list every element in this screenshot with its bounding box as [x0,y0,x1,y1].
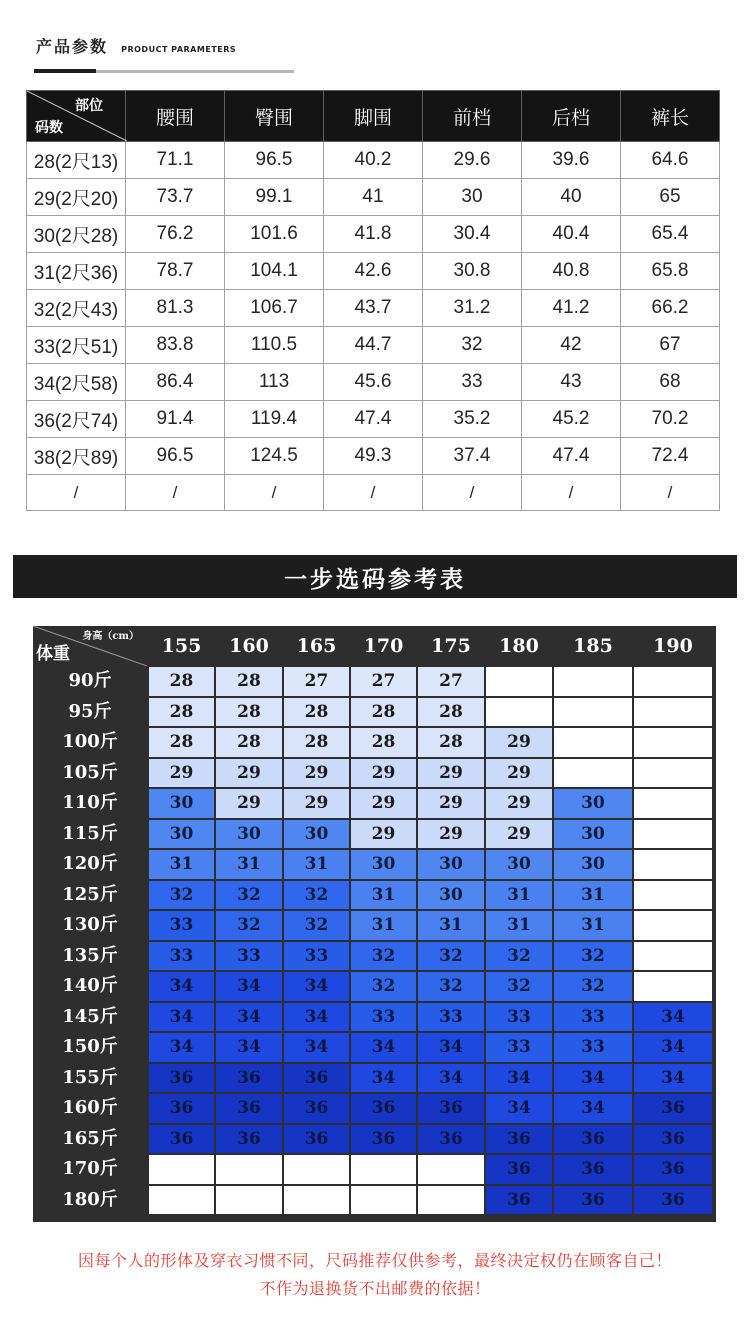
measurement-cell: 70.2 [621,401,720,438]
weight-row-label: 155斤 [62,1066,118,1088]
empty-size-cell [634,850,712,879]
empty-size-cell [284,1186,349,1215]
size-label-cell: 31(2尺36) [27,253,126,290]
recommended-size-cell: 36 [486,1186,552,1215]
chart-corner-cell [33,626,147,666]
col-header-back-rise: 后档 [522,91,621,142]
recommended-size-cell: 31 [351,911,416,940]
recommended-size-cell: 27 [418,667,484,696]
col-header-hip: 臀围 [225,91,324,142]
measurement-cell: 71.1 [126,142,225,179]
measurement-cell: 86.4 [126,364,225,401]
measurement-cell: 67 [621,327,720,364]
recommended-size-cell: 36 [149,1125,214,1154]
measurement-cell: 65.4 [621,216,720,253]
empty-size-cell [554,728,632,757]
recommended-size-cell: 28 [284,728,349,757]
recommended-size-cell: 31 [554,911,632,940]
weight-row-label: 100斤 [62,731,118,752]
recommended-size-cell: 28 [351,728,416,757]
recommended-size-cell: 29 [486,789,552,818]
height-header-cell: 180 [499,635,539,657]
recommended-size-cell: 34 [216,972,282,1001]
measurement-cell: 68 [621,364,720,401]
banner-title: 一步选码参考表 [284,567,466,593]
recommended-size-cell: 28 [418,728,484,757]
recommended-size-cell: 28 [216,698,282,727]
empty-size-cell [284,1155,349,1184]
measurement-cell: 45.6 [324,364,423,401]
recommended-size-cell: 36 [216,1094,282,1123]
measurement-cell: 106.7 [225,290,324,327]
measurement-cell: 40.4 [522,216,621,253]
measurement-cell: 42.6 [324,253,423,290]
empty-size-cell [554,667,632,696]
params-row [27,253,720,290]
weight-row-label: 120斤 [62,853,118,874]
size-label-cell: 29(2尺20) [27,179,126,216]
empty-size-cell [554,759,632,788]
measurement-cell: 41.8 [324,216,423,253]
recommended-size-cell: 29 [351,759,416,788]
recommended-size-cell: 34 [149,972,214,1001]
empty-size-cell [634,911,712,940]
recommended-size-cell: 33 [216,942,282,971]
recommended-size-cell: 30 [418,881,484,910]
weight-row-label: 160斤 [62,1097,118,1118]
measurement-cell: 119.4 [225,401,324,438]
empty-size-cell [634,789,712,818]
recommended-size-cell: 36 [554,1155,632,1184]
recommended-size-cell: 29 [284,789,349,818]
measurement-cell: 31.2 [423,290,522,327]
recommended-size-cell: 32 [216,911,282,940]
col-header-waist: 腰围 [126,91,225,142]
recommended-size-cell: 36 [216,1125,282,1154]
weight-row-label: 135斤 [62,944,118,966]
recommended-size-cell: 29 [284,759,349,788]
params-row [27,179,720,216]
recommended-size-cell: 34 [216,1033,282,1062]
recommended-size-cell: 34 [149,1033,214,1062]
recommended-size-cell: 28 [149,698,214,727]
recommended-size-cell: 28 [351,698,416,727]
size-label-cell: 30(2尺28) [27,216,126,253]
height-header-cell: 175 [431,635,471,657]
measurement-cell: 29.6 [423,142,522,179]
height-header-cell: 155 [161,635,202,657]
recommended-size-cell: 36 [634,1094,712,1123]
weight-row-label: 115斤 [62,822,118,844]
recommended-size-cell: 34 [418,1064,484,1093]
recommended-size-cell: 30 [284,820,349,849]
measurement-cell: 101.6 [225,216,324,253]
recommended-size-cell: 34 [486,1064,552,1093]
recommended-size-cell: 32 [351,942,416,971]
measurement-cell: 30 [423,179,522,216]
measurement-cell: 40.8 [522,253,621,290]
recommended-size-cell: 28 [418,698,484,727]
placeholder-cell: / [423,475,522,511]
measurement-cell: 83.8 [126,327,225,364]
recommended-size-cell: 33 [149,942,214,971]
placeholder-cell: / [522,475,621,511]
recommended-size-cell: 30 [486,850,552,879]
params-corner-cell [27,91,126,142]
recommended-size-cell: 33 [554,1003,632,1032]
weight-row-label: 130斤 [62,914,118,935]
recommended-size-cell: 36 [284,1094,349,1123]
empty-size-cell [634,728,712,757]
recommended-size-cell: 36 [634,1155,712,1184]
recommended-size-cell: 32 [418,942,484,971]
measurement-cell: 113 [225,364,324,401]
weight-row-label: 165斤 [62,1127,118,1149]
recommended-size-cell: 36 [418,1094,484,1123]
measurement-cell: 45.2 [522,401,621,438]
recommended-size-cell: 28 [284,698,349,727]
corner-label-part: 部位 [75,98,103,114]
recommended-size-cell: 29 [216,789,282,818]
placeholder-cell: / [225,475,324,511]
recommended-size-cell: 36 [216,1064,282,1093]
height-weight-size-chart [33,626,716,1222]
measurement-cell: 40 [522,179,621,216]
recommended-size-cell: 34 [149,1003,214,1032]
recommended-size-cell: 34 [634,1064,712,1093]
size-label-cell: 32(2尺43) [27,290,126,327]
recommended-size-cell: 28 [216,728,282,757]
recommended-size-cell: 33 [418,1003,484,1032]
weight-row-label: 95斤 [68,700,112,722]
recommended-size-cell: 36 [149,1094,214,1123]
measurement-cell: 110.5 [225,327,324,364]
measurement-cell: 81.3 [126,290,225,327]
empty-size-cell [634,698,712,727]
recommended-size-cell: 34 [634,1003,712,1032]
measurement-cell: 73.7 [126,179,225,216]
recommended-size-cell: 34 [284,972,349,1001]
recommended-size-cell: 36 [486,1125,552,1154]
header-underline-dark [34,69,96,73]
recommended-size-cell: 30 [554,850,632,879]
empty-size-cell [351,1155,416,1184]
placeholder-cell: / [324,475,423,511]
col-header-length: 裤长 [621,91,720,142]
height-header-cell: 185 [573,635,613,657]
params-row [27,438,720,475]
measurement-cell: 41 [324,179,423,216]
product-parameters-table [26,90,720,511]
weight-row-label: 170斤 [62,1158,118,1179]
params-row [27,364,720,401]
recommended-size-cell: 32 [351,972,416,1001]
recommended-size-cell: 30 [351,850,416,879]
size-label-cell: 38(2尺89) [27,438,126,475]
recommended-size-cell: 36 [634,1125,712,1154]
empty-size-cell [634,820,712,849]
recommended-size-cell: 30 [554,820,632,849]
measurement-cell: 39.6 [522,142,621,179]
params-header-row [27,91,720,142]
measurement-cell: 104.1 [225,253,324,290]
empty-size-cell [418,1155,484,1184]
recommended-size-cell: 30 [149,789,214,818]
measurement-cell: 42 [522,327,621,364]
recommended-size-cell: 34 [351,1064,416,1093]
params-row [27,401,720,438]
height-header-cell: 190 [653,635,693,657]
recommended-size-cell: 34 [216,1003,282,1032]
recommended-size-cell: 32 [554,942,632,971]
measurement-cell: 41.2 [522,290,621,327]
recommended-size-cell: 28 [149,728,214,757]
measurement-cell: 96.5 [126,438,225,475]
measurement-cell: 33 [423,364,522,401]
empty-size-cell [634,972,712,1001]
params-row [27,290,720,327]
recommended-size-cell: 36 [418,1125,484,1154]
measurement-cell: 76.2 [126,216,225,253]
recommended-size-cell: 32 [486,942,552,971]
weight-row-label: 180斤 [62,1188,118,1210]
size-label-cell: 36(2尺74) [27,401,126,438]
placeholder-cell: / [621,475,720,511]
height-header-cell: 160 [229,635,269,657]
empty-size-cell [216,1155,282,1184]
measurement-cell: 35.2 [423,401,522,438]
placeholder-cell: / [126,475,225,511]
empty-size-cell [216,1186,282,1215]
recommended-size-cell: 31 [418,911,484,940]
recommended-size-cell: 30 [149,820,214,849]
recommended-size-cell: 34 [554,1064,632,1093]
section-title-en: PRODUCT PARAMETERS [121,45,237,54]
size-label-cell: 34(2尺58) [27,364,126,401]
disclaimer-line-1: 因每个人的形体及穿衣习惯不同，尺码推荐仅供参考，最终决定权仍在顾客自己！ [77,1251,672,1270]
section-title-cn: 产品参数 [36,37,109,56]
recommended-size-cell: 33 [486,1003,552,1032]
params-row [27,142,720,179]
recommended-size-cell: 34 [634,1033,712,1062]
recommended-size-cell: 34 [418,1033,484,1062]
recommended-size-cell: 33 [486,1033,552,1062]
recommended-size-cell: 32 [149,881,214,910]
recommended-size-cell: 34 [284,1003,349,1032]
recommended-size-cell: 28 [216,667,282,696]
recommended-size-cell: 27 [351,667,416,696]
measurement-cell: 30.8 [423,253,522,290]
empty-size-cell [418,1186,484,1215]
measurement-cell: 49.3 [324,438,423,475]
weight-row-label: 150斤 [62,1036,118,1057]
measurement-cell: 78.7 [126,253,225,290]
recommended-size-cell: 29 [351,789,416,818]
measurement-cell: 32 [423,327,522,364]
recommended-size-cell: 29 [486,820,552,849]
height-header-cell: 165 [296,635,337,657]
recommended-size-cell: 32 [284,881,349,910]
recommended-size-cell: 36 [486,1155,552,1184]
empty-size-cell [634,942,712,971]
empty-size-cell [554,698,632,727]
weight-row-label: 140斤 [62,975,118,996]
recommended-size-cell: 29 [486,728,552,757]
measurement-cell: 91.4 [126,401,225,438]
recommended-size-cell: 31 [351,881,416,910]
recommended-size-cell: 33 [149,911,214,940]
empty-size-cell [149,1186,214,1215]
empty-size-cell [634,881,712,910]
corner-label-size: 码数 [35,120,63,136]
recommended-size-cell: 32 [554,972,632,1001]
recommended-size-cell: 29 [418,789,484,818]
recommended-size-cell: 36 [284,1064,349,1093]
measurement-cell: 47.4 [324,401,423,438]
measurement-cell: 99.1 [225,179,324,216]
weight-row-label: 90斤 [68,670,112,691]
recommended-size-cell: 36 [351,1094,416,1123]
empty-size-cell [486,698,552,727]
recommended-size-cell: 36 [554,1186,632,1215]
recommended-size-cell: 31 [486,911,552,940]
size-label-cell: 33(2尺51) [27,327,126,364]
recommended-size-cell: 33 [284,942,349,971]
recommended-size-cell: 31 [149,850,214,879]
recommended-size-cell: 28 [149,667,214,696]
recommended-size-cell: 29 [149,759,214,788]
recommended-size-cell: 33 [554,1033,632,1062]
col-header-leg-opening: 脚围 [324,91,423,142]
measurement-cell: 96.5 [225,142,324,179]
measurement-cell: 43.7 [324,290,423,327]
params-placeholder-row [27,475,720,511]
measurement-cell: 64.6 [621,142,720,179]
recommended-size-cell: 31 [554,881,632,910]
measurement-cell: 30.4 [423,216,522,253]
section-header [36,34,236,57]
chart-corner-height-label: 身高（cm） [82,631,139,642]
col-header-front-rise: 前档 [423,91,522,142]
weight-row-label: 105斤 [62,761,118,783]
weight-row-label: 110斤 [62,792,118,813]
measurement-cell: 43 [522,364,621,401]
recommended-size-cell: 27 [284,667,349,696]
recommended-size-cell: 32 [284,911,349,940]
measurement-cell: 124.5 [225,438,324,475]
chart-corner-weight-label: 体重 [36,644,70,664]
measurement-cell: 37.4 [423,438,522,475]
measurement-cell: 66.2 [621,290,720,327]
recommended-size-cell: 32 [418,972,484,1001]
weight-row-label: 145斤 [62,1005,118,1027]
recommended-size-cell: 32 [216,881,282,910]
height-header-cell: 170 [363,635,404,657]
recommended-size-cell: 31 [284,850,349,879]
recommended-size-cell: 29 [486,759,552,788]
measurement-cell: 40.2 [324,142,423,179]
recommended-size-cell: 36 [284,1125,349,1154]
disclaimer-line-2: 不作为退换货不出邮费的依据！ [259,1279,491,1298]
recommended-size-cell: 36 [149,1064,214,1093]
recommended-size-cell: 29 [418,820,484,849]
params-row [27,216,720,253]
recommended-size-cell: 34 [284,1033,349,1062]
recommended-size-cell: 34 [351,1033,416,1062]
recommended-size-cell: 30 [418,850,484,879]
measurement-cell: 72.4 [621,438,720,475]
recommended-size-cell: 36 [351,1125,416,1154]
size-label-cell: 28(2尺13) [27,142,126,179]
empty-size-cell [351,1186,416,1215]
recommended-size-cell: 30 [216,820,282,849]
size-guide-banner [13,555,737,598]
recommended-size-cell: 33 [351,1003,416,1032]
empty-size-cell [634,667,712,696]
empty-size-cell [149,1155,214,1184]
recommended-size-cell: 29 [216,759,282,788]
header-underline-gray [96,70,294,73]
recommended-size-cell: 32 [486,972,552,1001]
recommended-size-cell: 36 [554,1125,632,1154]
empty-size-cell [634,759,712,788]
measurement-cell: 44.7 [324,327,423,364]
recommended-size-cell: 31 [486,881,552,910]
empty-size-cell [486,667,552,696]
recommended-size-cell: 34 [554,1094,632,1123]
placeholder-cell: / [27,475,126,511]
measurement-cell: 65 [621,179,720,216]
params-row [27,327,720,364]
measurement-cell: 65.8 [621,253,720,290]
recommended-size-cell: 29 [418,759,484,788]
recommended-size-cell: 34 [486,1094,552,1123]
recommended-size-cell: 30 [554,789,632,818]
measurement-cell: 47.4 [522,438,621,475]
recommended-size-cell: 31 [216,850,282,879]
weight-row-label: 125斤 [62,883,118,905]
recommended-size-cell: 36 [634,1186,712,1215]
recommended-size-cell: 29 [351,820,416,849]
